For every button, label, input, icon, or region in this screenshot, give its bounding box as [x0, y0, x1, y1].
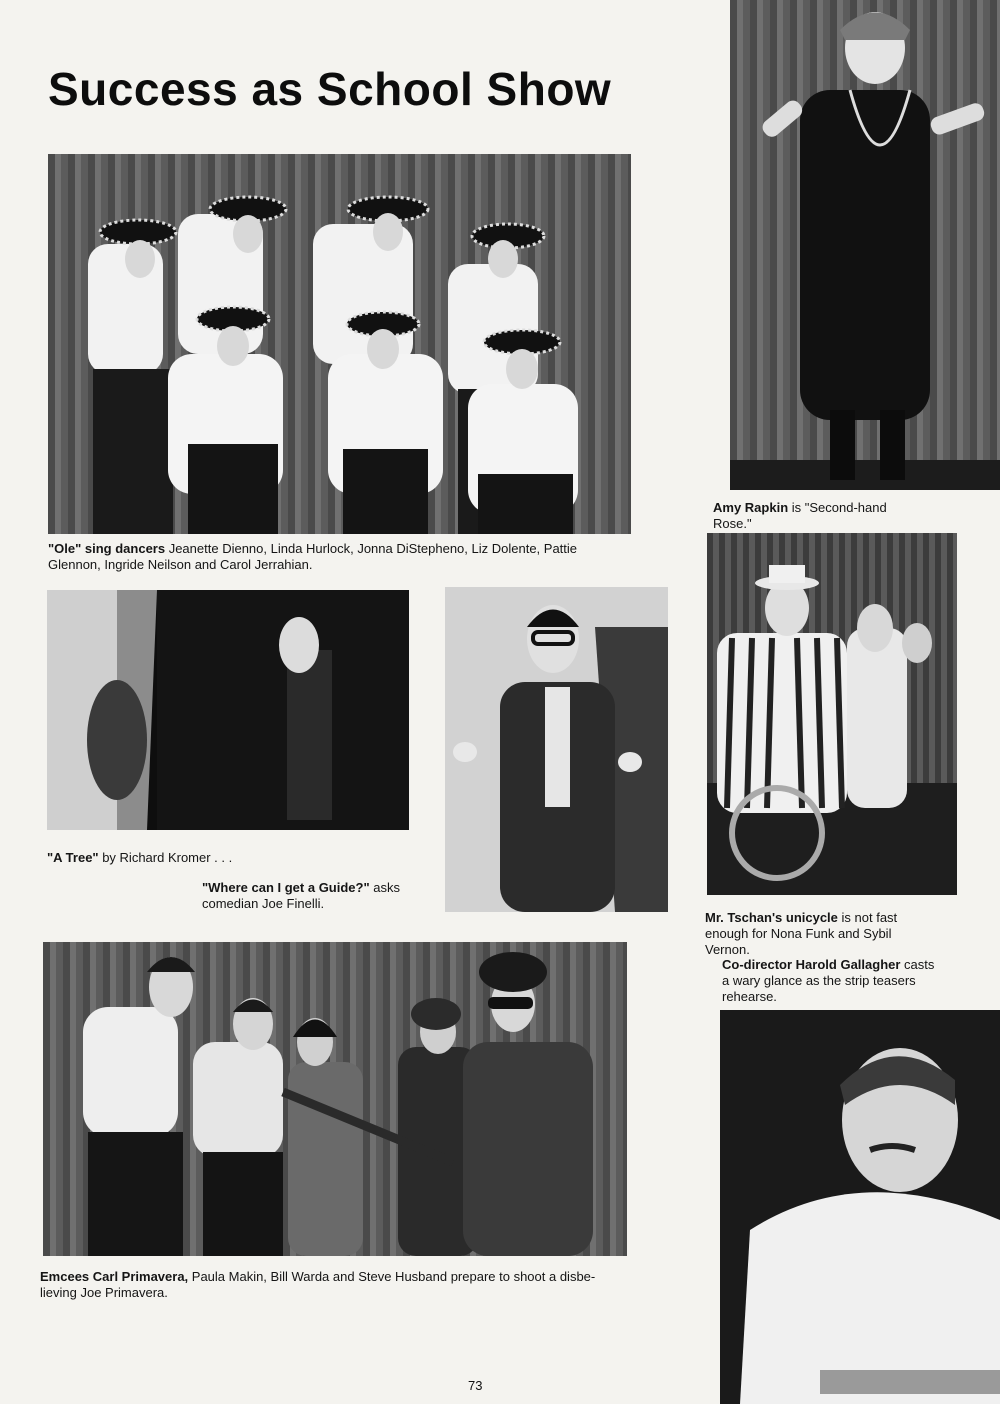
- caption-text: enough for Nona Funk and Sybil: [705, 926, 892, 941]
- photo-emcees: [43, 942, 627, 1256]
- caption-lead: Amy Rapkin: [713, 500, 789, 515]
- caption-ole-dancers: [48, 541, 638, 573]
- caption-lead: Emcees Carl Primavera,: [40, 1269, 189, 1284]
- caption-amy-rapkin: [713, 500, 953, 532]
- photo-amy-rapkin: [730, 0, 1000, 490]
- caption-text: Paula Makin, Bill Warda and Steve Husband prepare to shoot a disbe-: [188, 1269, 596, 1284]
- photo-unicycle: [707, 533, 957, 895]
- page-number: 73: [468, 1378, 483, 1393]
- photo-co-director: [720, 1010, 1000, 1404]
- caption-lead: Co-director Harold Gallagher: [722, 957, 901, 972]
- caption-text: rehearse.: [722, 989, 777, 1004]
- caption-joe-finelli: [202, 880, 442, 912]
- caption-co-director: [722, 957, 972, 1005]
- caption-text: is not fast: [837, 910, 898, 925]
- caption-text: Jeanette Dienno, Linda Hurlock, Jonna DiStepheno, Liz Dolente, Pattie: [165, 541, 578, 556]
- caption-text: Glennon, Ingride Neilson and Carol Jerrahian.: [48, 557, 313, 572]
- photo-a-tree: [47, 590, 409, 830]
- caption-lead: Mr. Tschan's unicycle: [705, 910, 838, 925]
- caption-text: comedian Joe Finelli.: [202, 896, 325, 911]
- caption-text: lieving Joe Primavera.: [40, 1285, 168, 1300]
- caption-text: casts: [900, 957, 935, 972]
- photo-joe-finelli: [445, 587, 668, 912]
- caption-text: asks: [369, 880, 400, 895]
- caption-lead: "Where can I get a Guide?": [202, 880, 370, 895]
- caption-text: Rose.": [713, 516, 752, 531]
- caption-text: by Richard Kromer . . .: [98, 850, 233, 865]
- caption-unicycle: [705, 910, 965, 958]
- caption-text: a wary glance as the strip teasers: [722, 973, 916, 988]
- photo-ole-dancers: [48, 154, 631, 534]
- caption-a-tree: [47, 850, 407, 866]
- page-title: Success as School Show: [48, 63, 612, 115]
- caption-text: Vernon.: [705, 942, 750, 957]
- caption-emcees: [40, 1269, 640, 1301]
- caption-text: is "Second-hand: [788, 500, 887, 515]
- caption-lead: "Ole" sing dancers: [48, 541, 166, 556]
- caption-lead: "A Tree": [47, 850, 99, 865]
